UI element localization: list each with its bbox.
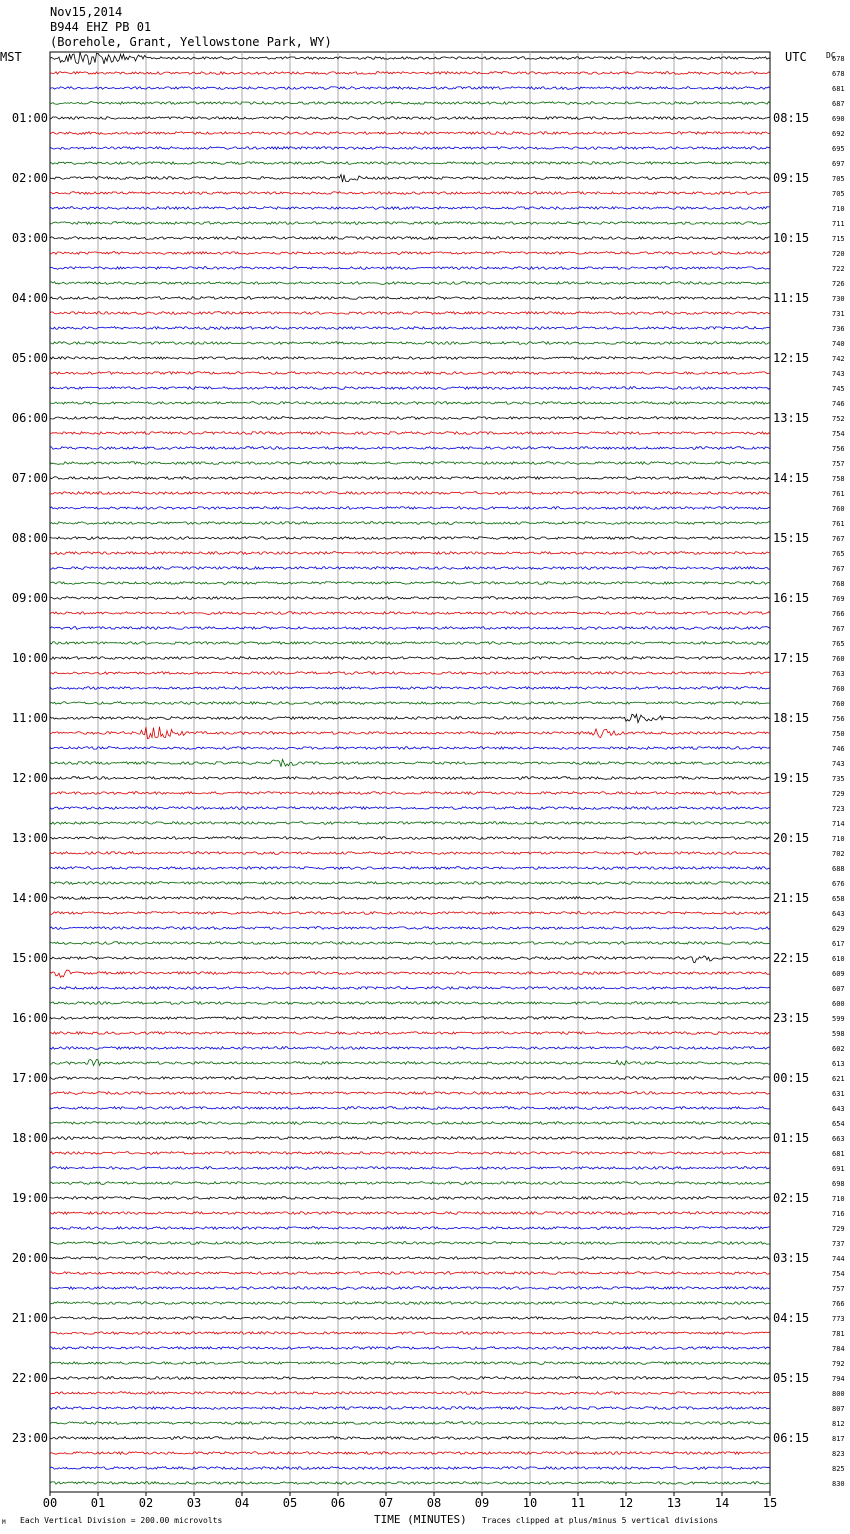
trace-line xyxy=(50,102,770,105)
dc-offset-label: 794 xyxy=(832,1375,845,1383)
trace-line xyxy=(50,447,770,450)
trace-line xyxy=(50,1152,770,1155)
dc-offset-label: 678 xyxy=(832,55,845,63)
dc-offset-label: 705 xyxy=(832,190,845,198)
trace-line xyxy=(50,1167,770,1170)
dc-offset-label: 768 xyxy=(832,580,845,588)
x-tick-label: 14 xyxy=(714,1496,730,1510)
trace-line xyxy=(50,192,770,195)
dc-offset-label: 765 xyxy=(832,550,845,558)
dc-offset-label: 722 xyxy=(832,265,845,273)
dc-offset-label: 729 xyxy=(832,790,845,798)
trace-line xyxy=(50,1047,770,1050)
corner-mark: M xyxy=(2,1519,6,1526)
trace-line xyxy=(50,175,770,183)
left-hour-label: 01:00 xyxy=(11,111,48,125)
trace-line xyxy=(50,1332,770,1335)
x-tick-label: 02 xyxy=(138,1496,154,1510)
trace-line xyxy=(50,1302,770,1305)
right-hour-label: 17:15 xyxy=(773,651,810,665)
dc-offset-label: 676 xyxy=(832,880,845,888)
x-tick-label: 10 xyxy=(522,1496,538,1510)
trace-line xyxy=(50,822,770,825)
dc-offset-label: 688 xyxy=(832,865,845,873)
dc-offset-label: 807 xyxy=(832,1405,845,1413)
dc-offset-label: 812 xyxy=(832,1420,845,1428)
trace-line xyxy=(50,282,770,285)
dc-offset-label: 830 xyxy=(832,1480,845,1488)
dc-offset-label: 763 xyxy=(832,670,845,678)
right-hour-label: 16:15 xyxy=(773,591,810,605)
right-hour-label: 08:15 xyxy=(773,111,810,125)
right-hour-label: 06:15 xyxy=(773,1431,810,1445)
trace-line xyxy=(50,417,770,420)
right-hour-label: 13:15 xyxy=(773,411,810,425)
left-hour-label: 13:00 xyxy=(11,831,48,845)
dc-offset-label: 690 xyxy=(832,115,845,123)
trace-line xyxy=(50,87,770,90)
dc-offset-label: 720 xyxy=(832,250,845,258)
dc-offset-label: 817 xyxy=(832,1435,845,1443)
station-label: B944 EHZ PB 01 xyxy=(50,20,152,34)
header xyxy=(0,5,836,64)
dc-offset-label: 735 xyxy=(832,775,845,783)
trace-line xyxy=(50,1227,770,1230)
x-tick-label: 08 xyxy=(426,1496,442,1510)
dc-offset-label: 726 xyxy=(832,280,845,288)
left-hour-label: 03:00 xyxy=(11,231,48,245)
trace-line xyxy=(50,492,770,495)
dc-offset-label: 621 xyxy=(832,1075,845,1083)
dc-offset-label: 773 xyxy=(832,1315,845,1323)
trace-line xyxy=(50,52,770,64)
x-axis-label: TIME (MINUTES) xyxy=(374,1513,467,1526)
trace-line xyxy=(50,552,770,555)
dc-offset-label: 711 xyxy=(832,220,845,228)
x-tick-label: 09 xyxy=(474,1496,490,1510)
dc-offset-label: 766 xyxy=(832,610,845,618)
right-hour-label: 23:15 xyxy=(773,1011,810,1025)
trace-line xyxy=(50,1182,770,1185)
dc-offset-label: 760 xyxy=(832,505,845,513)
dc-offset-label: 754 xyxy=(832,1270,845,1278)
trace-line xyxy=(50,702,770,705)
trace-line xyxy=(50,927,770,930)
left-hour-label: 14:00 xyxy=(11,891,48,905)
dc-offset-label: 710 xyxy=(832,835,845,843)
x-tick-label: 06 xyxy=(330,1496,346,1510)
trace-line xyxy=(50,402,770,405)
left-hour-label: 10:00 xyxy=(11,651,48,665)
dc-offset-label: 716 xyxy=(832,1210,845,1218)
dc-offset-label: 729 xyxy=(832,1225,845,1233)
trace-line xyxy=(50,627,770,630)
dc-offset-label: 723 xyxy=(832,805,845,813)
left-hour-label: 17:00 xyxy=(11,1071,48,1085)
trace-line xyxy=(50,942,770,945)
trace-line xyxy=(50,1257,770,1260)
right-hour-label: 01:15 xyxy=(773,1131,810,1145)
x-tick-label: 03 xyxy=(186,1496,202,1510)
trace-line xyxy=(50,1452,770,1455)
dc-offset-label: 767 xyxy=(832,625,845,633)
right-hour-label: 02:15 xyxy=(773,1191,810,1205)
left-hour-label: 16:00 xyxy=(11,1011,48,1025)
x-tick-label: 07 xyxy=(378,1496,394,1510)
x-tick-label: 13 xyxy=(666,1496,682,1510)
right-hour-label: 09:15 xyxy=(773,171,810,185)
trace-line xyxy=(50,1137,770,1140)
dc-offset-label: 761 xyxy=(832,490,845,498)
dc-offset-label: 702 xyxy=(832,850,845,858)
dc-offset-label: 781 xyxy=(832,1330,845,1338)
trace-line xyxy=(50,582,770,585)
trace-line xyxy=(50,312,770,315)
trace-line xyxy=(50,1060,770,1066)
right-hour-label: 19:15 xyxy=(773,771,810,785)
dc-offset-label: 695 xyxy=(832,145,845,153)
trace-line xyxy=(50,372,770,375)
dc-offset-label: 769 xyxy=(832,595,845,603)
trace-line xyxy=(50,147,770,150)
left-hour-label: 11:00 xyxy=(11,711,48,725)
dc-offset-label: 602 xyxy=(832,1045,845,1053)
trace-line xyxy=(50,687,770,690)
dc-offset-label: 736 xyxy=(832,325,845,333)
dc-offset-label: 740 xyxy=(832,340,845,348)
dc-offset-label: 756 xyxy=(832,715,845,723)
dc-offset-label: 766 xyxy=(832,1300,845,1308)
dc-offset-label: 752 xyxy=(832,415,845,423)
trace-line xyxy=(50,1437,770,1440)
left-hour-label: 22:00 xyxy=(11,1371,48,1385)
left-hour-label: 19:00 xyxy=(11,1191,48,1205)
trace-line xyxy=(50,327,770,330)
left-hour-label: 05:00 xyxy=(11,351,48,365)
trace-line xyxy=(50,522,770,525)
trace-line xyxy=(50,1422,770,1425)
left-hour-label: 12:00 xyxy=(11,771,48,785)
x-tick-label: 04 xyxy=(234,1496,250,1510)
right-zone-label: UTC xyxy=(785,50,807,64)
dc-offset-label: 681 xyxy=(832,85,845,93)
trace-line xyxy=(50,1482,770,1485)
trace-line xyxy=(50,267,770,270)
trace-line xyxy=(50,714,770,722)
left-hour-label: 21:00 xyxy=(11,1311,48,1325)
trace-line xyxy=(50,1212,770,1215)
trace-line xyxy=(50,1122,770,1125)
scale-note: Each Vertical Division = 200.00 microvolts xyxy=(20,1516,223,1525)
dc-offset-label: 705 xyxy=(832,175,845,183)
dc-offset-label: 687 xyxy=(832,100,845,108)
dc-offset-label: 607 xyxy=(832,985,845,993)
trace-line xyxy=(50,792,770,795)
trace-line xyxy=(50,867,770,870)
dc-offset-label: 744 xyxy=(832,1255,845,1263)
dc-offset-label: 746 xyxy=(832,745,845,753)
trace-line xyxy=(50,1347,770,1350)
dc-offset-label: 714 xyxy=(832,820,845,828)
dc-offset-label: 760 xyxy=(832,655,845,663)
dc-offset-label: 730 xyxy=(832,295,845,303)
dc-offset-label: 760 xyxy=(832,700,845,708)
dc-offset-label: 715 xyxy=(832,235,845,243)
trace-line xyxy=(50,252,770,255)
dc-offset-label: 692 xyxy=(832,130,845,138)
right-hour-label: 05:15 xyxy=(773,1371,810,1385)
trace-line xyxy=(50,162,770,165)
dc-offset-label: 745 xyxy=(832,385,845,393)
x-tick-label: 01 xyxy=(90,1496,106,1510)
left-hour-labels xyxy=(12,111,48,1445)
dc-offset-label: 600 xyxy=(832,1000,845,1008)
dc-offset-label: 765 xyxy=(832,640,845,648)
plot-grid xyxy=(50,52,770,1492)
right-hour-label: 11:15 xyxy=(773,291,810,305)
trace-line xyxy=(50,357,770,360)
dc-offset-labels xyxy=(832,55,845,1488)
trace-line xyxy=(50,1377,770,1380)
dc-offset-label: 710 xyxy=(832,1195,845,1203)
trace-line xyxy=(50,747,770,750)
left-hour-label: 07:00 xyxy=(11,471,48,485)
dc-offset-label: 761 xyxy=(832,520,845,528)
dc-offset-label: 757 xyxy=(832,460,845,468)
trace-line xyxy=(50,1197,770,1200)
dc-offset-label: 663 xyxy=(832,1135,845,1143)
dc-offset-label: 681 xyxy=(832,1150,845,1158)
trace-line xyxy=(50,727,770,739)
trace-line xyxy=(50,612,770,615)
dc-offset-label: 800 xyxy=(832,1390,845,1398)
trace-line xyxy=(50,477,770,480)
trace-line xyxy=(50,1467,770,1470)
dc-offset-label: 631 xyxy=(832,1090,845,1098)
left-hour-label: 02:00 xyxy=(11,171,48,185)
dc-offset-label: 743 xyxy=(832,370,845,378)
footer xyxy=(2,1513,718,1526)
x-tick-label: 12 xyxy=(618,1496,634,1510)
trace-line xyxy=(50,1032,770,1035)
trace-line xyxy=(50,759,770,767)
trace-line xyxy=(50,432,770,435)
x-tick-label: 00 xyxy=(42,1496,58,1510)
dc-offset-label: 756 xyxy=(832,445,845,453)
left-hour-label: 18:00 xyxy=(11,1131,48,1145)
trace-line xyxy=(50,1272,770,1275)
x-tick-label: 15 xyxy=(762,1496,778,1510)
dc-offset-label: 757 xyxy=(832,1285,845,1293)
trace-line xyxy=(50,1077,770,1080)
dc-header-label: DC xyxy=(826,51,836,60)
trace-line xyxy=(50,222,770,225)
trace-line xyxy=(50,597,770,600)
trace-line xyxy=(50,882,770,885)
trace-line xyxy=(50,297,770,300)
trace-line xyxy=(50,507,770,510)
right-hour-label: 12:15 xyxy=(773,351,810,365)
trace-line xyxy=(50,72,770,75)
right-hour-label: 22:15 xyxy=(773,951,810,965)
left-hour-label: 04:00 xyxy=(11,291,48,305)
right-hour-label: 14:15 xyxy=(773,471,810,485)
left-hour-label: 08:00 xyxy=(11,531,48,545)
dc-offset-label: 610 xyxy=(832,955,845,963)
dc-offset-label: 654 xyxy=(832,1120,845,1128)
trace-line xyxy=(50,1017,770,1020)
trace-line xyxy=(50,1092,770,1095)
trace-line xyxy=(50,642,770,645)
right-hour-labels xyxy=(773,111,809,1445)
dc-offset-label: 658 xyxy=(832,895,845,903)
trace-line xyxy=(50,462,770,465)
dc-offset-label: 643 xyxy=(832,910,845,918)
dc-offset-label: 643 xyxy=(832,1105,845,1113)
right-hour-label: 21:15 xyxy=(773,891,810,905)
right-hour-label: 20:15 xyxy=(773,831,810,845)
trace-line xyxy=(50,387,770,390)
right-hour-label: 00:15 xyxy=(773,1071,810,1085)
dc-offset-label: 746 xyxy=(832,400,845,408)
dc-offset-label: 609 xyxy=(832,970,845,978)
trace-line xyxy=(50,207,770,210)
trace-line xyxy=(50,657,770,660)
trace-line xyxy=(50,1242,770,1245)
dc-offset-label: 737 xyxy=(832,1240,845,1248)
dc-offset-label: 599 xyxy=(832,1015,845,1023)
left-hour-label: 06:00 xyxy=(11,411,48,425)
trace-line xyxy=(50,970,770,977)
dc-offset-label: 697 xyxy=(832,160,845,168)
dc-offset-label: 691 xyxy=(832,1165,845,1173)
trace-line xyxy=(50,912,770,915)
left-hour-label: 15:00 xyxy=(11,951,48,965)
trace-line xyxy=(50,956,770,963)
right-hour-label: 04:15 xyxy=(773,1311,810,1325)
dc-offset-label: 760 xyxy=(832,685,845,693)
location-label: (Borehole, Grant, Yellowstone Park, WY) xyxy=(50,35,332,49)
dc-offset-label: 743 xyxy=(832,760,845,768)
trace-line xyxy=(50,1317,770,1320)
trace-line xyxy=(50,1287,770,1290)
trace-line xyxy=(50,537,770,540)
trace-line xyxy=(50,342,770,345)
dc-offset-label: 617 xyxy=(832,940,845,948)
trace-line xyxy=(50,1107,770,1110)
x-axis-ticks xyxy=(43,1492,777,1510)
dc-offset-label: 710 xyxy=(832,205,845,213)
left-hour-label: 09:00 xyxy=(11,591,48,605)
trace-line xyxy=(50,1362,770,1365)
trace-line xyxy=(50,672,770,675)
dc-offset-label: 767 xyxy=(832,535,845,543)
left-hour-label: 20:00 xyxy=(11,1251,48,1265)
right-hour-label: 10:15 xyxy=(773,231,810,245)
trace-line xyxy=(50,837,770,840)
dc-offset-label: 750 xyxy=(832,730,845,738)
dc-offset-label: 698 xyxy=(832,1180,845,1188)
dc-offset-label: 598 xyxy=(832,1030,845,1038)
trace-line xyxy=(50,987,770,990)
trace-line xyxy=(50,117,770,120)
right-hour-label: 18:15 xyxy=(773,711,810,725)
dc-offset-label: 792 xyxy=(832,1360,845,1368)
trace-line xyxy=(50,897,770,900)
trace-group xyxy=(50,52,770,1484)
trace-line xyxy=(50,237,770,240)
dc-offset-label: 629 xyxy=(832,925,845,933)
dc-offset-label: 825 xyxy=(832,1465,845,1473)
trace-line xyxy=(50,852,770,855)
dc-offset-label: 784 xyxy=(832,1345,845,1353)
dc-offset-label: 613 xyxy=(832,1060,845,1068)
trace-line xyxy=(50,567,770,570)
trace-line xyxy=(50,1392,770,1395)
trace-line xyxy=(50,1002,770,1005)
dc-offset-label: 823 xyxy=(832,1450,845,1458)
left-hour-label: 23:00 xyxy=(11,1431,48,1445)
dc-offset-label: 767 xyxy=(832,565,845,573)
plot-frame xyxy=(50,52,770,1492)
x-tick-label: 11 xyxy=(570,1496,586,1510)
clip-note: Traces clipped at plus/minus 5 vertical divisions xyxy=(482,1516,719,1525)
dc-offset-label: 758 xyxy=(832,475,845,483)
dc-offset-label: 754 xyxy=(832,430,845,438)
x-tick-label: 05 xyxy=(282,1496,298,1510)
trace-line xyxy=(50,1407,770,1410)
date-label: Nov15,2014 xyxy=(50,5,123,19)
dc-offset-label: 678 xyxy=(832,70,845,78)
trace-line xyxy=(50,132,770,135)
right-hour-label: 15:15 xyxy=(773,531,810,545)
dc-offset-label: 742 xyxy=(832,355,845,363)
dc-offset-label: 731 xyxy=(832,310,845,318)
right-hour-label: 03:15 xyxy=(773,1251,810,1265)
trace-line xyxy=(50,777,770,780)
left-zone-label: MST xyxy=(0,50,22,64)
trace-line xyxy=(50,807,770,810)
